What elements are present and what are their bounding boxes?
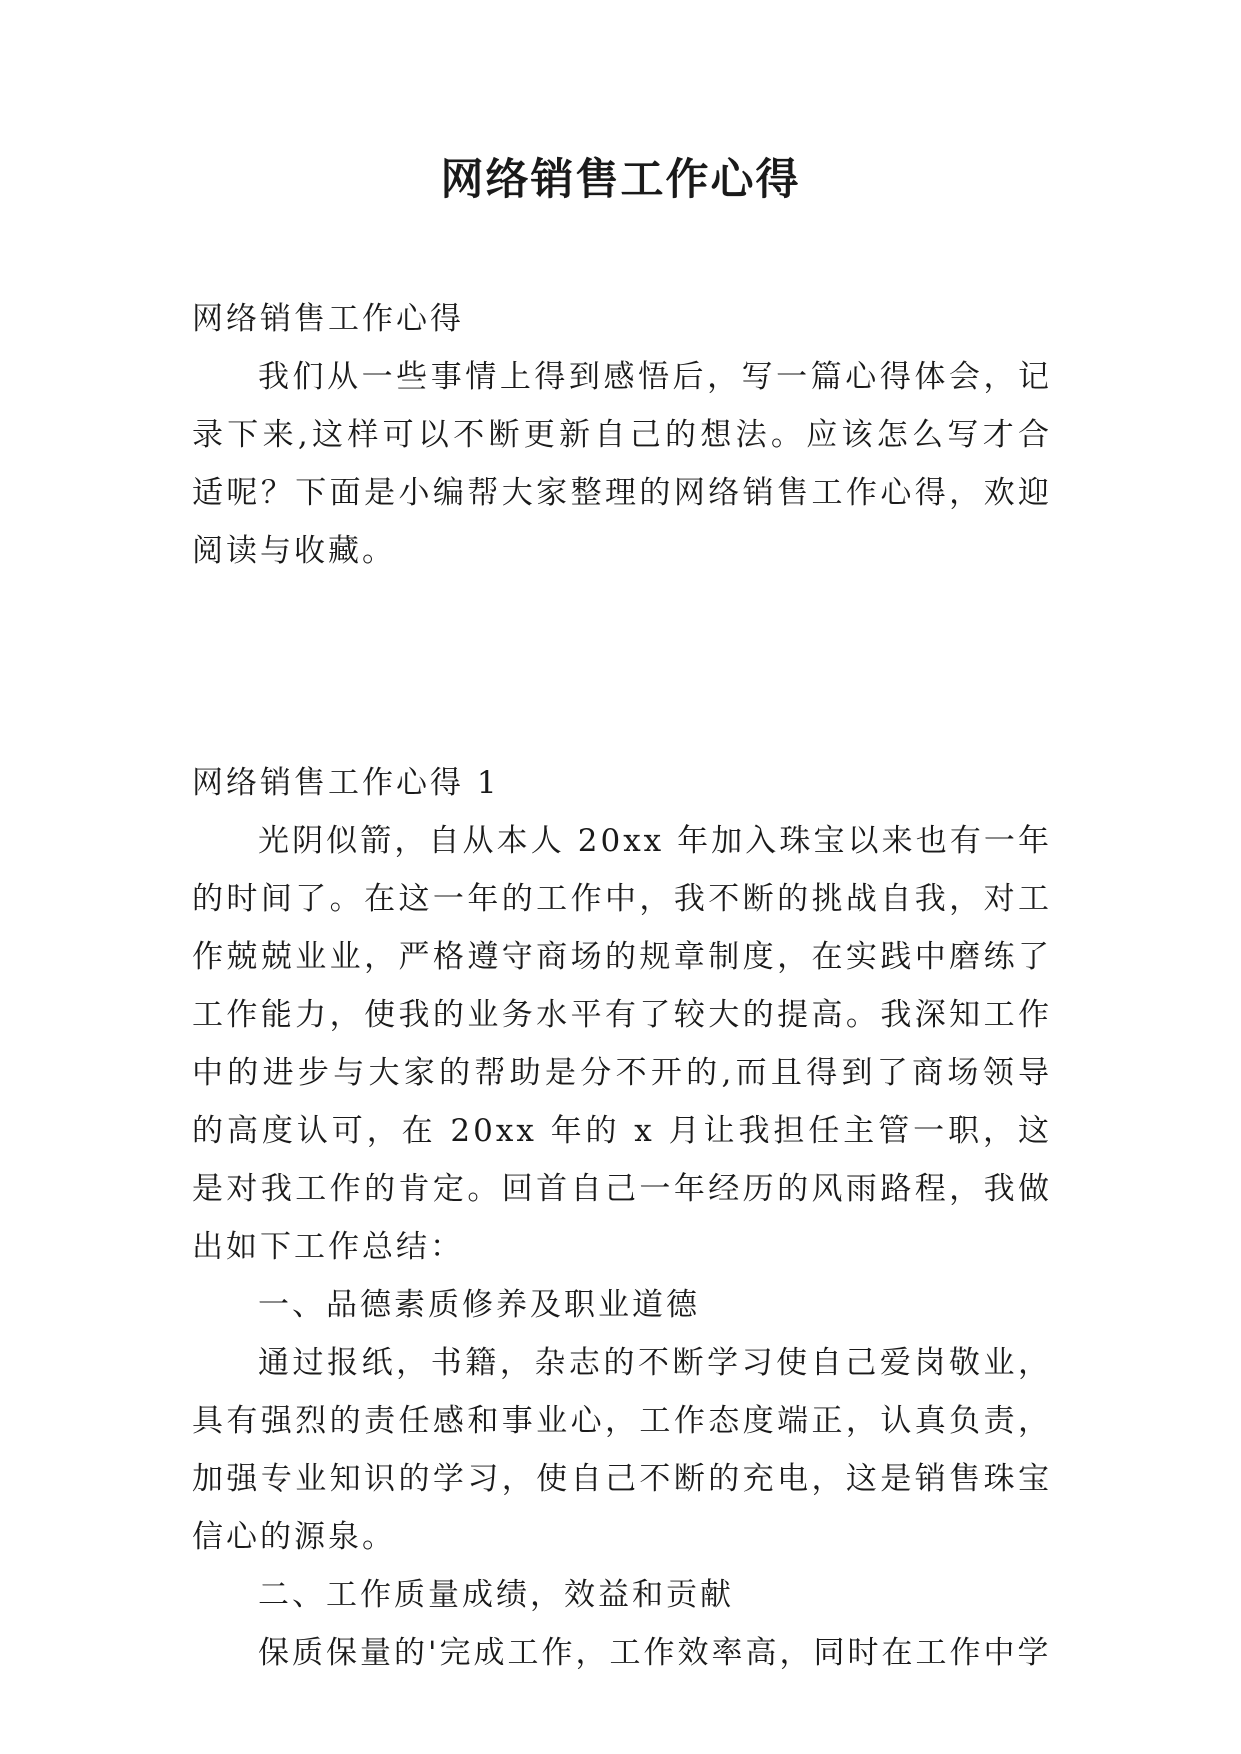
section-paragraph: 光阴似箭，自从本人 20xx 年加入珠宝以来也有一年的时间了。在这一年的工作中，我不断的挑战自我，对工作兢兢业业，严格遵守商场的规章制度，在实践中磨练了工作能力，使我的业务水平有了较大的提高。我深知工作中的进步与大家的帮助是分不开的,而且得到了商场领导的高度认可，在 20xx 年的 x 月让我担任主管一职，这是对我工作的肯定。回首自己一年经历的风雨路程，我做出如下工作总结：	[192, 823, 1052, 1265]
section-spacer	[192, 580, 1052, 754]
point-heading-1: 一、品德素质修养及职业道德	[258, 1287, 700, 1323]
section-heading: 网络销售工作心得 1	[192, 765, 500, 801]
point-heading-2: 二、工作质量成绩，效益和贡献	[258, 1577, 734, 1613]
document-body	[192, 290, 1052, 1682]
document-subtitle: 网络销售工作心得	[192, 301, 464, 337]
point-paragraph-1: 通过报纸，书籍，杂志的不断学习使自己爱岗敬业，具有强烈的责任感和事业心，工作态度端正，认真负责，加强专业知识的学习，使自己不断的充电，这是销售珠宝信心的源泉。	[192, 1345, 1052, 1555]
point-paragraph-2: 保质保量的'完成工作，工作效率高，同时在工作中学	[258, 1635, 1052, 1671]
intro-paragraph: 我们从一些事情上得到感悟后，写一篇心得体会，记录下来,这样可以不断更新自己的想法。应该怎么写才合适呢？下面是小编帮大家整理的网络销售工作心得，欢迎阅读与收藏。	[192, 359, 1052, 569]
document-title: 网络销售工作心得	[440, 155, 801, 205]
